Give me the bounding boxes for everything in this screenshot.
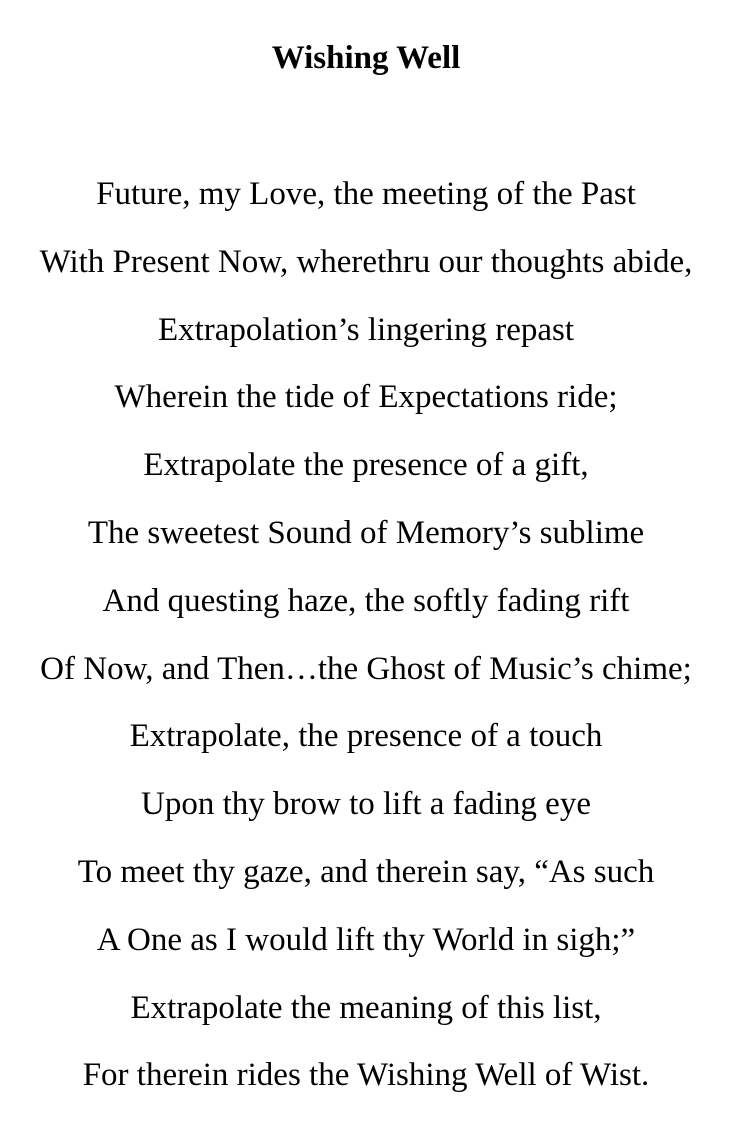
poem-line: Upon thy brow to lift a fading eye <box>141 786 591 823</box>
poem-line: Extrapolate the presence of a gift, <box>143 447 589 484</box>
poem-line: And questing haze, the softly fading rift <box>102 582 630 619</box>
poem-line: Extrapolation’s lingering repast <box>157 311 575 348</box>
poem-line: For therein rides the Wishing Well of Wist. <box>82 1057 650 1094</box>
poem-body <box>0 166 732 1115</box>
poem-line: Future, my Love, the meeting of the Past <box>96 176 636 212</box>
poem-line: Wherein the tide of Expectations ride; <box>114 379 618 416</box>
poem-line: Extrapolate the meaning of this list, <box>130 989 602 1026</box>
poem-title: Wishing Well <box>271 40 461 76</box>
poem-line: Of Now, and Then…the Ghost of Music’s chime; <box>40 650 692 687</box>
poem-line: A One as I would lift thy World in sigh;” <box>96 921 636 958</box>
poem-line: With Present Now, wherethru our thoughts abide, <box>39 243 693 280</box>
poem-line: The sweetest Sound of Memory’s sublime <box>87 514 645 551</box>
poem-line: Extrapolate, the presence of a touch <box>129 718 603 755</box>
poem-line: To meet thy gaze, and therein say, “As such <box>77 853 655 890</box>
